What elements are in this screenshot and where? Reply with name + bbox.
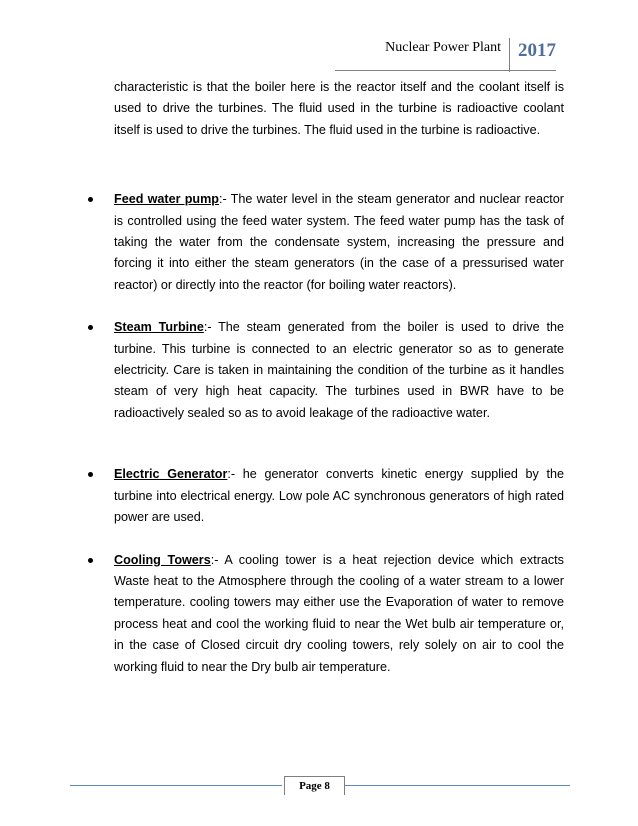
bullet-icon (88, 472, 93, 477)
list-item-steam-turbine (84, 317, 564, 424)
item-term: Cooling Towers (114, 552, 211, 567)
item-term: Steam Turbine (114, 320, 204, 335)
item-term: Electric Generator (114, 467, 228, 482)
page-body (84, 77, 564, 678)
page-number: Page 8 (284, 776, 345, 795)
item-term: Feed water pump (114, 192, 219, 207)
intro-paragraph: characteristic is that the boiler here is the reactor itself and the coolant itself is used to drive the turbines. The fluid used in the turbine is radioactive coolant itself is used to drive the turbines. The fluid used in the turbine is radioactive. (114, 80, 564, 137)
list-item-feed-water-pump (84, 189, 564, 296)
bullet-icon (88, 197, 93, 202)
header-underline (335, 70, 556, 71)
header-title: Nuclear Power Plant (385, 40, 501, 55)
item-text: :- The water level in the steam generator and nuclear reactor is controlled using the feed water system. The feed water pump has the task of taking the water from the condensate system, increasing the pressure and forcing it into either the steam generators (in the case of a pressurised water reactor) or directly into the reactor (for boiling water reactors). (114, 192, 564, 292)
footer-rule-right (345, 785, 570, 786)
header-year: 2017 (518, 40, 556, 61)
page-header (385, 38, 556, 72)
item-text: :- he generator converts kinetic energy supplied by the turbine into electrical energy. Low pole AC synchronous generators of high rated power are used. (114, 467, 564, 525)
item-text: :- The steam generated from the boiler is used to drive the turbine. This turbine is connected to an electric generator so as to generate electricity. Care is taken in maintaining the condition of the turbine as it handles steam of very high heat capacity. The turbines used in BWR have to be radioactively sealed so as to avoid leakage of the radioactive water. (114, 320, 564, 420)
list-item-cooling-towers (84, 550, 564, 678)
footer-rule-left (70, 785, 282, 786)
item-text: :- A cooling tower is a heat rejection device which extracts Waste heat to the Atmosphere through the cooling of a water stream to a lower temperature. cooling towers may either use the Evaporation of water to remove process heat and cool the working fluid to near the Wet bulb air temperature or, in the case of Closed circuit dry cooling towers, rely solely on air to cool the working fluid to near the Dry bulb air temperature. (114, 552, 564, 674)
bullet-icon (88, 558, 93, 563)
bullet-icon (88, 325, 93, 330)
list-item-electric-generator (84, 464, 564, 528)
